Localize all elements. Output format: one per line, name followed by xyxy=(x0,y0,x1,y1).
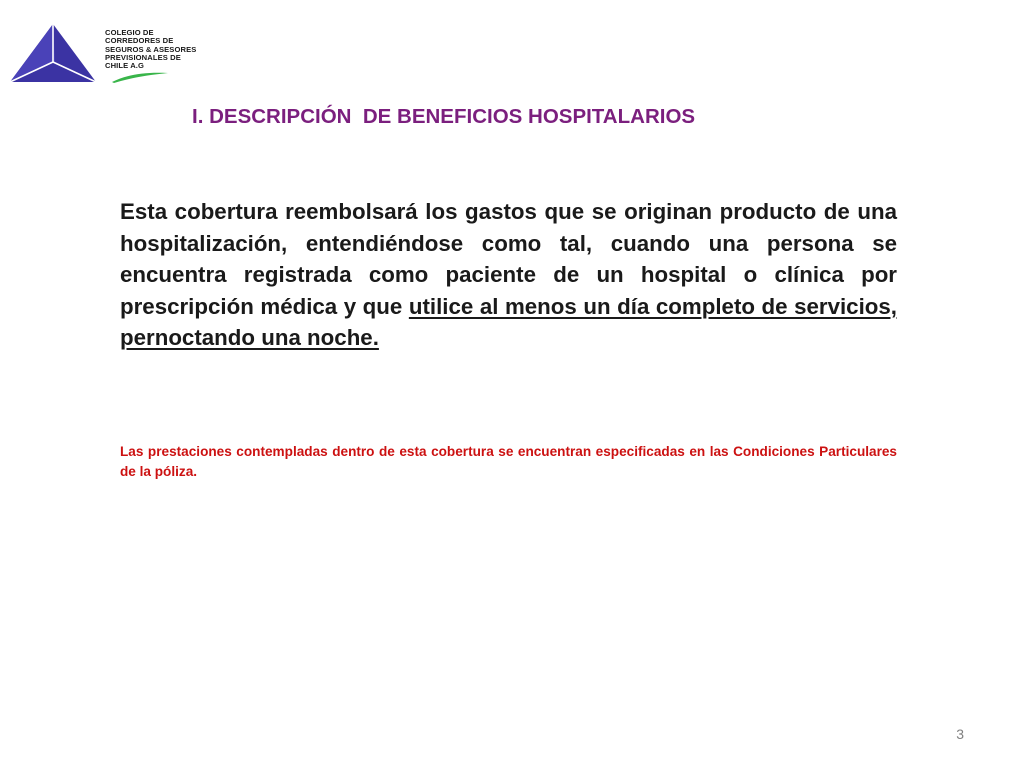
body-text: Esta cobertura reembolsará los gastos que se originan producto de una hospitalización, entendiéndose como tal, cuando una persona se encuentra registrada como paciente de un hospital o clínica por prescripción médica y que xyxy=(120,199,897,319)
logo-line: COLEGIO DE xyxy=(105,28,154,37)
body-underlined-text: utilice al menos un día completo de servicios, pernoctando una noche. xyxy=(120,293,897,350)
main-paragraph xyxy=(120,196,897,354)
swoosh-icon xyxy=(110,70,170,84)
logo-line: PREVISIONALES DE xyxy=(105,52,181,62)
page-number: 3 xyxy=(956,726,964,742)
note-paragraph: Las prestaciones contempladas dentro de esta cobertura se encuentran especificadas en las Condiciones Particulares de la póliza. xyxy=(120,444,897,479)
logo-line: CORREDORES DE xyxy=(105,36,174,46)
logo-text xyxy=(105,29,235,70)
logo-line: CHILE A.G xyxy=(105,61,145,71)
slide-title: I. DESCRIPCIÓN DE BENEFICIOS HOSPITALARIOS xyxy=(192,105,696,128)
pyramid-logo-icon xyxy=(8,22,98,84)
logo-line: SEGUROS & ASESORES xyxy=(105,44,197,54)
